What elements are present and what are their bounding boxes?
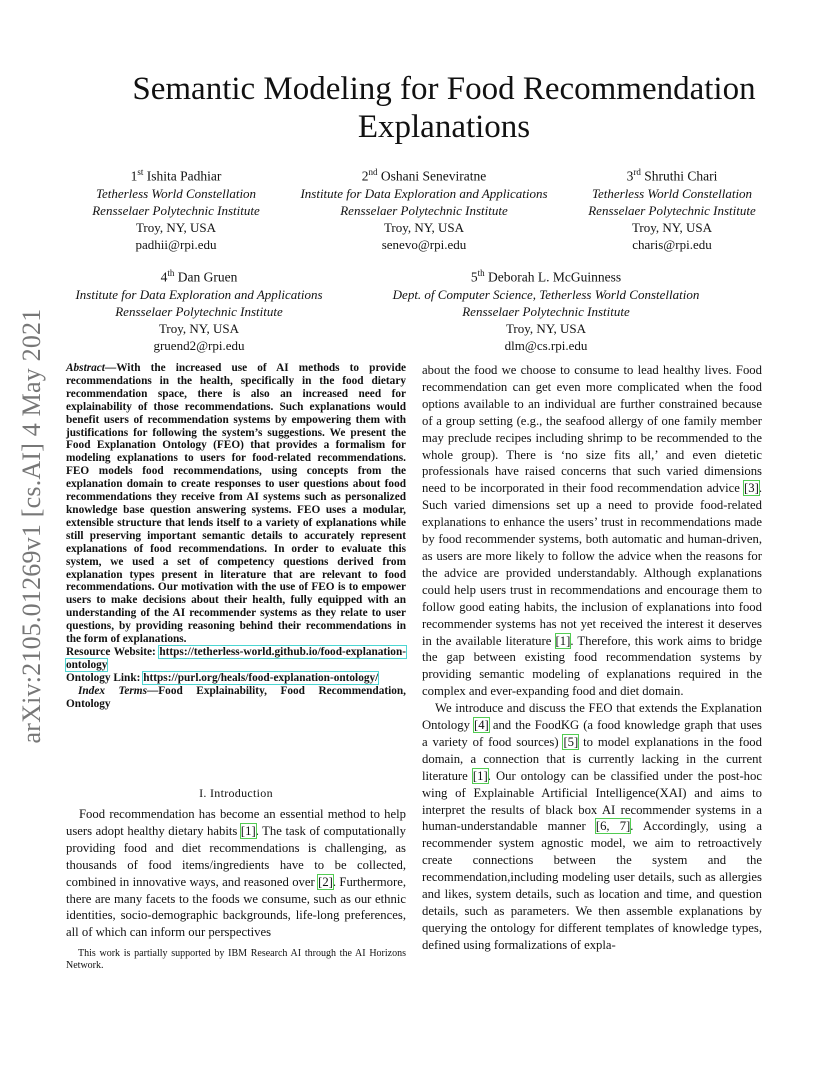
footnote: This work is partially supported by IBM Research AI through the AI Horizons Network. xyxy=(66,948,406,971)
ontology-label: Ontology Link: xyxy=(66,671,141,684)
author-block-4 xyxy=(56,265,342,354)
author-block-5 xyxy=(370,265,722,354)
ontology-link-line xyxy=(66,672,406,685)
citation-link[interactable]: [1] xyxy=(555,633,571,648)
citation-link[interactable]: [1] xyxy=(240,823,256,838)
author-institute: Rensselaer Polytechnic Institute xyxy=(115,303,283,319)
author-location: Troy, NY, USA xyxy=(505,320,587,336)
arxiv-watermark xyxy=(8,296,56,756)
author-location: Troy, NY, USA xyxy=(631,219,713,235)
abstract-body: —With the increased use of AI methods to provide recommendations in the health, specifically in the food dietary recommendation space, there is also an increased need for explainability of those recommendations. Such explanations would benefit users of recommendation systems by empowering them with justifications for following the system’s suggestions. We present the Food Explanation Ontology (FEO) that provides a formalism for modeling explanations to users for food-related recommendations. FEO models food recommendations, using concepts from the explanation domain to create responses to user questions about food recommendations they receive from AI systems such as personalized knowledge base question answering systems. FEO uses a modular, extensible structure that lends itself to a variety of explanations while still preserving important semantic details to accurately represent explanations of food recommendations. In order to evaluate this system, we used a set of competency questions derived from explanation types present in literature that are relevant to food recommendations. Our motivation with the use of FEO is to empower users to make decisions about their health, fully equipped with an understanding of the AI recommender systems as they relate to user questions, by providing reasoning behind their recommendations in the form of explanations. xyxy=(66,362,406,646)
author-institute: Rensselaer Polytechnic Institute xyxy=(588,202,756,218)
citation-link[interactable]: [2] xyxy=(318,874,333,889)
title-line-2: Explanations xyxy=(357,109,531,145)
intro-left-column xyxy=(66,806,406,941)
paper-title xyxy=(60,70,828,146)
author-email: gruend2@rpi.edu xyxy=(153,337,245,353)
citation-link[interactable]: [5] xyxy=(563,734,579,749)
author-affiliation: Institute for Data Exploration and Applications xyxy=(300,185,548,201)
author-email: senevo@rpi.edu xyxy=(381,236,467,252)
author-block-2 xyxy=(280,164,568,253)
author-block-1 xyxy=(76,164,276,253)
body-paragraph: We introduce and discuss the FEO that extends the Explanation Ontology [4] and the FoodKG (a food knowledge graph that uses a variety of food sources) [5] to model explanations in the food domain, a connection that is currently lacking in the current literature [1]. Our ontology can be classified under the post-hoc wing of Explainable Artificial Intelligence(XAI) and aims to interpret the results of black box AI recommender systems in a human-understandable manner [6, 7]. Accordingly, using a recommender system agnostic model, we aim to retroactively create connections between the system and the recommendation,including modeling user details, such as allergies and likes, system details, such as location and time, and question details, such as parameters. We then assemble explanations by querying the ontology for different templates of knowledge types, defined using formalizations of expla- xyxy=(422,701,763,952)
resource-website xyxy=(66,646,406,672)
author-affiliation: Tetherless World Constellation xyxy=(95,185,257,201)
citation-link[interactable]: [3] xyxy=(744,481,759,496)
arxiv-id: arXiv:2105.01269v1 [cs.AI] 4 May 2021 xyxy=(17,308,46,744)
citation-link[interactable]: [4] xyxy=(473,718,489,733)
title-line-1: Semantic Modeling for Food Recommendation xyxy=(132,71,756,107)
author-name: 3rd Shruthi Chari xyxy=(626,167,718,184)
author-affiliation: Dept. of Computer Science, Tetherless World Constellation xyxy=(392,286,700,302)
resource-link[interactable]: https://tetherless-world.github.io/food-explanation-ontology xyxy=(66,645,406,671)
author-email: dlm@cs.rpi.edu xyxy=(504,337,588,353)
index-terms xyxy=(66,685,406,711)
ontology-link[interactable]: https://purl.org/heals/food-explanation-ontology/ xyxy=(143,671,379,684)
author-institute: Rensselaer Polytechnic Institute xyxy=(92,202,260,218)
author-name: 4th Dan Gruen xyxy=(160,268,238,285)
author-institute: Rensselaer Polytechnic Institute xyxy=(462,303,630,319)
body-paragraph: about the food we choose to consume to lead healthy lives. Food recommendation can get even more complicated when the food options available to an individual are further constrained because of a group setting (e.g., the seafood allergy of one family member may preclude recipes including shrimp to be recommended to the whole group). There is ‘no size fits all,’ and even dietetic professionals have raised concerns that such varied dimensions need to be incorporated in their food recommendation advice [3]. Such varied dimensions set up a need to provide food-related explanations to enhance the users’ trust in recommendations made by food recommender systems, both automatic and human-driven, as users are more likely to follow the advice when the reasons for the advice are provided understandably. Although explanations could help users trust in recommendations and encourage them to follow good eating habits, the inclusion of explanations into food recommender systems has not yet received the interest it deserves in the available literature [1]. Therefore, this work aims to bridge the gap between existing food recommendation systems by providing semantic modeling of explanations required in the complex and ever-expanding food and diet domain. xyxy=(422,363,762,699)
author-name: 2nd Oshani Seneviratne xyxy=(361,167,487,184)
abstract xyxy=(66,362,406,710)
abstract-text xyxy=(66,362,406,646)
author-email: padhii@rpi.edu xyxy=(135,236,217,252)
author-location: Troy, NY, USA xyxy=(135,219,217,235)
index-terms-text: —Food Explainability, Food Recommendation, Ontology xyxy=(66,684,406,710)
author-location: Troy, NY, USA xyxy=(158,320,240,336)
author-name: 1st Ishita Padhiar xyxy=(130,167,222,184)
abstract-label: Abstract xyxy=(66,362,105,374)
section-heading: I. Introduction xyxy=(199,786,273,800)
author-affiliation: Tetherless World Constellation xyxy=(591,185,753,201)
author-name: 5th Deborah L. McGuinness xyxy=(470,268,622,285)
author-block-3 xyxy=(572,164,772,253)
citation-link[interactable]: [1] xyxy=(472,768,488,783)
intro-paragraph: Food recommendation has become an essential method to help users adopt healthy dietary habits [1]. The task of computationally providing food and diet recommendations is challenging, as thousands of food items/ingredients have to be collected, combined in innovative ways, and reasoned over [2]. Furthermore, there are many facets to the foods we consume, such as our ethnic identities, socio-demographic backgrounds, life-long preferences, all of which can inform our perspectives xyxy=(66,807,407,940)
citation-link[interactable]: [6, 7] xyxy=(595,819,631,834)
index-terms-label: Index Terms xyxy=(78,684,147,697)
author-institute: Rensselaer Polytechnic Institute xyxy=(340,202,508,218)
author-email: charis@rpi.edu xyxy=(632,236,712,252)
resource-label: Resource Website: xyxy=(66,645,156,658)
author-affiliation: Institute for Data Exploration and Applications xyxy=(75,286,323,302)
right-column xyxy=(422,362,762,954)
author-location: Troy, NY, USA xyxy=(383,219,465,235)
